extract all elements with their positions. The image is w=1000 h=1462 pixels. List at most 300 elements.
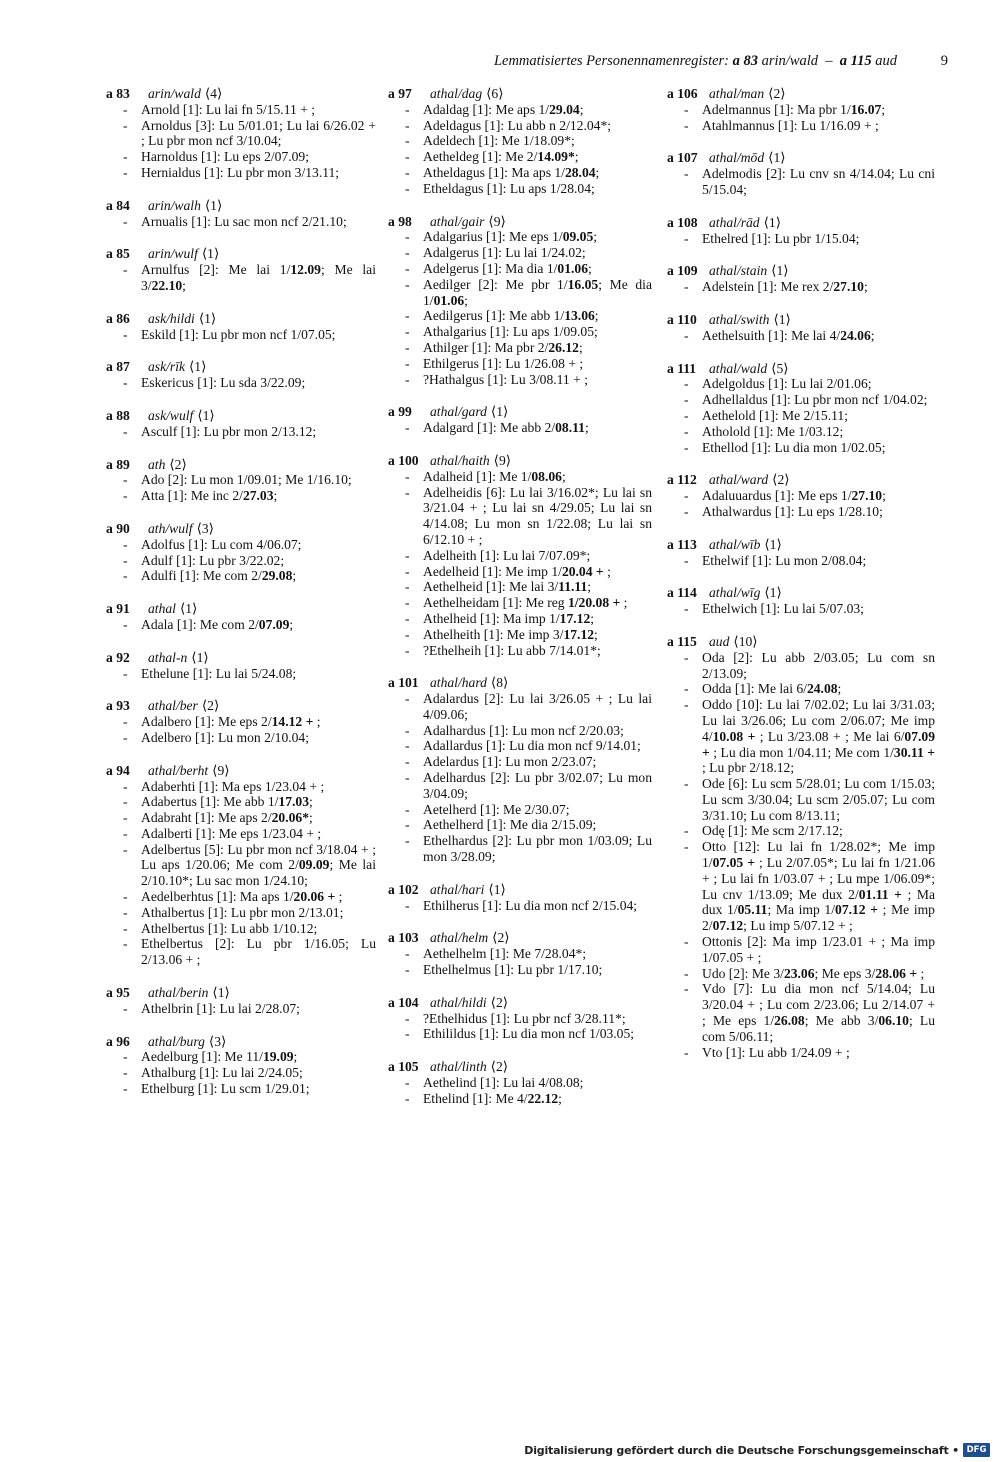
attestation-text: Ethelwif [1]: Lu mon 2/08.04; <box>702 552 867 568</box>
date-bold: 13.06 <box>564 308 595 324</box>
bullet-dash-icon: - <box>123 423 128 439</box>
name-attestation <box>106 568 378 584</box>
attestation-text: Asculf [1]: Lu pbr mon 2/13.12; <box>141 423 317 439</box>
lemma-number: a 110 <box>667 311 697 327</box>
name-attestation <box>106 666 378 682</box>
lemma-count: ⟨1⟩ <box>768 150 786 166</box>
attestation-text: Ottonis [2]: Ma imp 1/23.01 + ; Ma imp 1/07.05 + ; <box>702 934 935 965</box>
lemma-name: aud <box>709 633 730 649</box>
date-bold: 09.09 <box>298 857 330 873</box>
attestation-text: Odda [1]: Me lai 6/ <box>702 681 807 697</box>
name-attestation <box>106 617 378 633</box>
attestation-text: Adalbero [1]: Me eps 2/ <box>141 714 272 730</box>
bullet-dash-icon: - <box>684 117 689 133</box>
lemma-count: ⟨10⟩ <box>733 633 758 649</box>
lemma-entry <box>106 650 378 682</box>
lemma-name: athal/berin <box>148 985 209 1001</box>
bullet-dash-icon: - <box>405 229 410 245</box>
attestation-text: Ode [6]: Lu scm 5/28.01; Lu com 1/15.03; Lu scm 3/30.04; Lu scm 2/05.07; Lu com 3/31.10; Lu com 8/13.11; <box>702 776 935 823</box>
lemma-number: a 108 <box>667 214 698 230</box>
name-attestation <box>388 548 654 564</box>
name-attestation <box>388 898 654 914</box>
running-title <box>494 53 897 70</box>
attestation-text: ; <box>917 965 925 981</box>
name-attestation <box>388 643 654 659</box>
bullet-dash-icon: - <box>405 260 410 276</box>
lemma-entry <box>106 985 378 1017</box>
lemma-count: ⟨9⟩ <box>493 452 512 468</box>
attestation-text: ; <box>584 420 589 436</box>
date-bold: 20.04 + <box>561 563 604 579</box>
attestation-text: ; Me lai 3/ <box>141 262 376 293</box>
bullet-dash-icon: - <box>405 164 410 180</box>
bullet-dash-icon: - <box>684 839 689 855</box>
lemma-count: ⟨1⟩ <box>197 407 215 423</box>
attestation-text: Aethelsuith [1]: Me lai 4/ <box>702 327 841 343</box>
attestation-text: Adaldag [1]: Me aps 1/ <box>423 101 550 117</box>
lemma-heading <box>106 86 378 102</box>
name-attestation <box>667 823 937 839</box>
lemma-name: athal/ward <box>709 472 769 488</box>
name-attestation <box>388 420 654 436</box>
name-attestation <box>388 308 654 324</box>
date-bold: 10.08 + <box>712 728 756 744</box>
attestation-text: Oddo [10]: Lu lai 7/02.02; Lu lai 3/31.03; Lu lai 3/26.06; Lu com 2/06.07; Me imp 4/ <box>702 697 935 744</box>
bullet-dash-icon: - <box>123 904 128 920</box>
name-attestation <box>388 1011 654 1027</box>
lemma-count: ⟨9⟩ <box>212 762 230 778</box>
lemma-heading <box>388 404 654 420</box>
lemma-number: a 113 <box>667 536 697 552</box>
name-attestation <box>106 118 378 150</box>
attestation-text: Ethellod [1]: Lu dia mon 1/02.05; <box>702 439 886 455</box>
name-attestation <box>106 1065 378 1081</box>
date-bold: 27.10 <box>833 279 864 295</box>
attestation-text: ; <box>603 563 611 579</box>
attestation-text: Adelgoldus [1]: Lu lai 2/01.06; <box>702 376 872 392</box>
lemma-heading <box>667 361 937 377</box>
lemma-heading <box>388 1059 654 1075</box>
bullet-dash-icon: - <box>405 642 410 658</box>
attestation-text: ; Me eps 3/ <box>814 965 876 981</box>
date-bold: 07.12 + <box>835 902 878 918</box>
attestation-text: Adeldagus [1]: Lu abb n 2/12.04*; <box>423 117 612 133</box>
running-title-prefix: Lemmatisiertes Personennamenregister: <box>493 53 730 69</box>
lemma-entry <box>106 198 378 230</box>
bullet-dash-icon: - <box>405 770 410 786</box>
range-dash: – <box>825 53 833 69</box>
name-attestation <box>388 485 654 548</box>
lemma-number: a 88 <box>106 407 130 423</box>
lemma-heading <box>667 86 937 102</box>
date-bold: 06.10 <box>878 1013 909 1029</box>
lemma-count: ⟨8⟩ <box>490 675 509 691</box>
attestation-text: ; Lu dia mon 1/04.11; Me com 1/ <box>709 744 894 760</box>
name-attestation <box>106 842 378 889</box>
name-attestation <box>667 166 937 198</box>
lemma-number: a 97 <box>388 86 412 101</box>
bullet-dash-icon: - <box>405 180 410 196</box>
name-attestation <box>388 133 654 149</box>
bullet-dash-icon: - <box>405 371 410 387</box>
date-bold: 16.07 <box>850 101 882 117</box>
attestation-text: Ethelwich [1]: Lu lai 5/07.03; <box>702 601 864 617</box>
attestation-text: Aethelheidam [1]: Me reg <box>423 595 568 611</box>
bullet-dash-icon: - <box>405 962 410 978</box>
bullet-dash-icon: - <box>684 327 689 343</box>
range-end-lemma: aud <box>875 53 897 69</box>
name-attestation <box>106 327 378 343</box>
bullet-dash-icon: - <box>405 468 410 484</box>
lemma-count: ⟨1⟩ <box>198 310 217 326</box>
attestation-text: Athalburg [1]: Lu lai 2/24.05; <box>141 1065 303 1081</box>
lemma-name: arin/wald <box>148 86 201 101</box>
attestation-text: Aethelherd [1]: Me dia 2/15.09; <box>423 817 597 833</box>
range-start-number: a 83 <box>732 53 759 69</box>
lemma-name: athal/mōd <box>709 150 765 166</box>
name-attestation <box>106 730 378 746</box>
date-bold: 24.08 <box>806 681 838 697</box>
name-attestation <box>388 340 654 356</box>
bullet-dash-icon: - <box>684 823 689 839</box>
bullet-dash-icon: - <box>684 392 689 408</box>
lemma-name: athal/dag <box>430 86 483 101</box>
page-header <box>0 53 1000 73</box>
name-attestation <box>388 356 654 372</box>
date-bold: 01.11 + <box>858 886 902 902</box>
name-attestation <box>388 1026 654 1042</box>
bullet-dash-icon: - <box>405 610 410 626</box>
lemma-heading <box>106 457 378 473</box>
lemma-heading <box>106 650 378 666</box>
lemma-count: ⟨9⟩ <box>488 213 506 229</box>
bullet-dash-icon: - <box>405 420 410 436</box>
attestation-text: Adelbero [1]: Lu mon 2/10.04; <box>141 729 310 745</box>
attestation-text: Ethelhardus [2]: Lu pbr mon 1/03.09; Lu mon 3/28.09; <box>423 833 652 865</box>
name-attestation <box>667 392 937 408</box>
lemma-name: athal/haith <box>430 452 490 468</box>
attestation-text: Ethelburg [1]: Lu scm 1/29.01; <box>141 1081 310 1097</box>
date-bold: 20.06 + <box>293 889 336 905</box>
lemma-entry <box>667 361 937 456</box>
bullet-dash-icon: - <box>123 117 128 133</box>
attestation-text: Adaberhti [1]: Ma eps 1/23.04 + ; <box>141 778 325 794</box>
name-attestation <box>106 472 378 488</box>
attestation-text: Aedelheid [1]: Me imp 1/ <box>423 563 562 579</box>
lemma-name: ath/wulf <box>148 520 193 536</box>
lemma-heading <box>667 312 937 328</box>
name-attestation <box>667 681 937 697</box>
lemma-entry <box>388 995 654 1042</box>
name-attestation <box>388 738 654 754</box>
date-bold: 30.11 + <box>893 744 936 760</box>
name-attestation <box>667 440 937 456</box>
lemma-number: a 95 <box>106 985 130 1001</box>
bullet-dash-icon: - <box>405 117 410 133</box>
bullet-dash-icon: - <box>405 276 410 292</box>
attestation-text: ; <box>620 595 628 611</box>
attestation-text: Adeldech [1]: Me 1/18.09*; <box>423 133 575 149</box>
attestation-text: Adalheid [1]: Me 1/ <box>423 468 532 484</box>
bullet-dash-icon: - <box>684 488 689 504</box>
lemma-count: ⟨1⟩ <box>212 985 230 1001</box>
lemma-number: a 93 <box>106 698 130 714</box>
bullet-dash-icon: - <box>405 149 410 165</box>
attestation-text: ; <box>578 339 583 355</box>
bullet-dash-icon: - <box>123 552 128 568</box>
attestation-text: Ethilgerus [1]: Lu 1/26.08 + ; <box>423 355 584 371</box>
lemma-count: ⟨3⟩ <box>196 520 214 536</box>
attestation-text: ; <box>594 308 599 324</box>
lemma-count: ⟨1⟩ <box>764 585 782 601</box>
attestation-text: ; <box>870 327 875 343</box>
attestation-text: Odę [1]: Me scm 2/17.12; <box>702 823 843 839</box>
bullet-dash-icon: - <box>123 616 128 632</box>
lemma-entry <box>388 930 654 977</box>
date-bold: 01.06 <box>433 292 465 308</box>
bullet-dash-icon: - <box>405 738 410 754</box>
bullet-dash-icon: - <box>684 279 689 295</box>
lemma-name: athal/gard <box>430 404 487 420</box>
attestation-text: Ethelhelmus [1]: Lu pbr 1/17.10; <box>423 962 603 978</box>
lemma-heading <box>106 408 378 424</box>
name-attestation <box>106 936 378 968</box>
bullet-dash-icon: - <box>405 324 410 340</box>
lemma-count: ⟨5⟩ <box>771 360 789 376</box>
name-attestation <box>667 650 937 682</box>
lemma-number: a 96 <box>106 1033 130 1049</box>
attestation-text: Adalgarius [1]: Me eps 1/ <box>423 229 563 245</box>
bullet-dash-icon: - <box>123 149 128 165</box>
bullet-dash-icon: - <box>123 164 128 180</box>
lemma-heading <box>667 263 937 279</box>
lemma-count: ⟨1⟩ <box>201 246 220 262</box>
name-attestation <box>388 324 654 340</box>
name-attestation <box>667 981 937 1044</box>
attestation-text: ; <box>882 488 886 504</box>
lemma-number: a 111 <box>667 360 697 376</box>
bullet-dash-icon: - <box>405 484 410 500</box>
lemma-entry <box>106 311 378 343</box>
lemma-name: athal/berht <box>148 762 209 778</box>
lemma-entry <box>106 763 378 968</box>
bullet-dash-icon: - <box>405 754 410 770</box>
bullet-dash-icon: - <box>123 101 128 117</box>
lemma-entry <box>667 634 937 1061</box>
lemma-name: athal/wīb <box>709 536 761 552</box>
date-bold: 17.03 <box>278 794 310 810</box>
bullet-dash-icon: - <box>684 776 689 792</box>
name-attestation <box>388 770 654 802</box>
name-attestation <box>667 102 937 118</box>
attestation-text: Athelbrin [1]: Lu lai 2/28.07; <box>141 1000 300 1016</box>
lemma-count: ⟨2⟩ <box>492 930 510 946</box>
attestation-text: ; <box>561 468 566 484</box>
attestation-text: Udo [2]: Me 3/ <box>702 965 784 981</box>
attestation-text: ?Hathalgus [1]: Lu 3/08.11 + ; <box>423 371 588 387</box>
attestation-text: Athalgarius [1]: Lu aps 1/09.05; <box>423 324 598 340</box>
lemma-entry <box>667 585 937 617</box>
attestation-text: ; <box>595 164 600 180</box>
name-attestation <box>667 118 937 134</box>
name-attestation <box>667 504 937 520</box>
lemma-name: athal/stain <box>709 263 768 279</box>
lemma-heading <box>106 698 378 714</box>
bullet-dash-icon: - <box>405 579 410 595</box>
attestation-text: Adabraht [1]: Me aps 2/ <box>141 810 272 826</box>
attestation-text: ; <box>313 714 321 730</box>
lemma-count: ⟨1⟩ <box>179 601 198 617</box>
lemma-name: athal/rād <box>709 214 760 230</box>
bullet-dash-icon: - <box>123 794 128 810</box>
lemma-entry <box>106 601 378 633</box>
attestation-text: Adallardus [1]: Lu dia mon ncf 9/14.01; <box>423 738 641 754</box>
name-attestation <box>388 595 654 611</box>
lemma-entry <box>667 263 937 295</box>
attestation-text: ; <box>289 616 294 632</box>
lemma-name: ask/wulf <box>148 407 194 423</box>
lemma-heading <box>667 215 937 231</box>
bullet-dash-icon: - <box>684 503 689 519</box>
lemma-number: a 115 <box>667 633 697 649</box>
bullet-dash-icon: - <box>405 355 410 371</box>
lemma-number: a 106 <box>667 86 698 101</box>
lemma-count: ⟨1⟩ <box>771 263 789 279</box>
bullet-dash-icon: - <box>405 1090 410 1106</box>
lemma-name: athal/burg <box>148 1033 205 1049</box>
lemma-entry <box>106 359 378 391</box>
date-bold: 07.12 <box>712 918 744 934</box>
lemma-name: athal/hari <box>430 881 485 897</box>
bullet-dash-icon: - <box>684 376 689 392</box>
lemma-name: ask/hildi <box>148 310 195 326</box>
attestation-text: ; <box>587 579 592 595</box>
name-attestation <box>667 231 937 247</box>
name-attestation <box>667 1045 937 1061</box>
attestation-text: Atheldagus [1]: Ma aps 1/ <box>423 164 565 180</box>
attestation-text: Ethelind [1]: Me 4/ <box>423 1090 528 1106</box>
attestation-text: Aethelold [1]: Me 2/15.11; <box>702 407 848 423</box>
dfg-logo-icon: DFG <box>963 1443 990 1457</box>
lemma-number: a 107 <box>667 150 698 166</box>
lemma-heading <box>388 453 654 469</box>
bullet-dash-icon: - <box>123 1065 128 1081</box>
attestation-text: Athalbertus [1]: Lu pbr mon 2/13.01; <box>141 904 344 920</box>
name-attestation <box>388 229 654 245</box>
lemma-heading <box>388 214 654 230</box>
bullet-dash-icon: - <box>123 810 128 826</box>
date-bold: 01.06 <box>557 260 588 276</box>
lemma-number: a 112 <box>667 472 697 488</box>
lemma-entry <box>388 86 654 197</box>
attestation-text: ; <box>594 626 598 642</box>
date-bold: 24.06 <box>840 327 871 343</box>
lemma-entry <box>106 698 378 745</box>
lemma-count: ⟨4⟩ <box>204 86 223 101</box>
date-bold: 22.12 <box>527 1090 559 1106</box>
lemma-name: athal/swith <box>709 311 770 327</box>
attestation-text: Adelardus [1]: Lu mon 2/23.07; <box>423 754 597 770</box>
lemma-number: a 86 <box>106 310 130 326</box>
date-bold: 1/20.08 + <box>567 595 621 611</box>
lemma-heading <box>106 985 378 1001</box>
lemma-heading <box>106 246 378 262</box>
lemma-entry <box>667 312 937 344</box>
name-attestation <box>388 833 654 865</box>
attestation-text: Adulf [1]: Lu pbr 3/22.02; <box>141 552 285 568</box>
name-attestation <box>106 1081 378 1097</box>
bullet-dash-icon: - <box>123 262 128 278</box>
lemma-count: ⟨6⟩ <box>486 86 504 101</box>
attestation-text: Adelhardus [2]: Lu pbr 3/02.07; Lu mon 3/04.09; <box>423 770 652 801</box>
range-end-number: a 115 <box>839 53 872 69</box>
lemma-count: ⟨2⟩ <box>490 1059 509 1075</box>
lemma-name: athal/hard <box>430 675 487 691</box>
bullet-dash-icon: - <box>684 649 689 665</box>
name-attestation <box>106 165 378 181</box>
name-attestation <box>667 966 937 982</box>
lemma-name: athal/man <box>709 86 765 101</box>
lemma-heading <box>106 198 378 214</box>
attestation-text: Oda [2]: Lu abb 2/03.05; Lu com sn 2/13.09; <box>702 649 935 681</box>
bullet-dash-icon: - <box>405 946 410 962</box>
attestation-text: ; Lu imp 5/07.12 + ; <box>743 918 853 934</box>
lemma-name: athal/gair <box>430 213 485 229</box>
name-attestation <box>667 697 937 776</box>
name-attestation <box>106 810 378 826</box>
name-attestation <box>106 905 378 921</box>
lemma-heading <box>106 311 378 327</box>
date-bold: 19.09 <box>262 1049 294 1065</box>
lemma-count: ⟨1⟩ <box>191 649 209 665</box>
bullet-dash-icon: - <box>123 326 128 342</box>
name-attestation <box>388 754 654 770</box>
date-bold: 29.04 <box>549 101 580 117</box>
attestation-text: Aedilger [2]: Me pbr 1/ <box>423 276 568 292</box>
lemma-heading <box>106 601 378 617</box>
date-bold: 28.06 + <box>875 965 918 981</box>
lemma-entry <box>388 675 654 865</box>
bullet-dash-icon: - <box>123 920 128 936</box>
attestation-text: Adala [1]: Me com 2/ <box>141 616 259 632</box>
dfg-footer <box>524 1442 990 1458</box>
bullet-dash-icon: - <box>123 213 128 229</box>
date-bold: 08.11 <box>555 420 585 436</box>
lemma-heading <box>667 634 937 650</box>
name-attestation <box>388 723 654 739</box>
lemma-name: ask/rīk <box>148 359 185 375</box>
name-attestation <box>388 181 654 197</box>
lemma-name: athal/wald <box>709 360 768 376</box>
name-attestation <box>388 1075 654 1091</box>
name-attestation <box>388 611 654 627</box>
attestation-text: Etheldagus [1]: Lu aps 1/28.04; <box>423 180 595 196</box>
lemma-heading <box>106 359 378 375</box>
bullet-dash-icon: - <box>405 133 410 149</box>
attestation-text: Adalgard [1]: Me abb 2/ <box>423 420 556 436</box>
lemma-entry <box>388 453 654 658</box>
attestation-text: ; <box>881 101 886 117</box>
attestation-text: Adelheith [1]: Lu lai 7/07.09*; <box>423 547 591 563</box>
lemma-count: ⟨1⟩ <box>189 359 207 375</box>
lemma-number: a 87 <box>106 359 130 375</box>
name-attestation <box>388 118 654 134</box>
attestation-text: Adolfus [1]: Lu com 4/06.07; <box>141 536 302 552</box>
lemma-heading <box>667 472 937 488</box>
lemma-number: a 92 <box>106 649 130 665</box>
bullet-dash-icon: - <box>684 407 689 423</box>
bullet-dash-icon: - <box>123 375 128 391</box>
